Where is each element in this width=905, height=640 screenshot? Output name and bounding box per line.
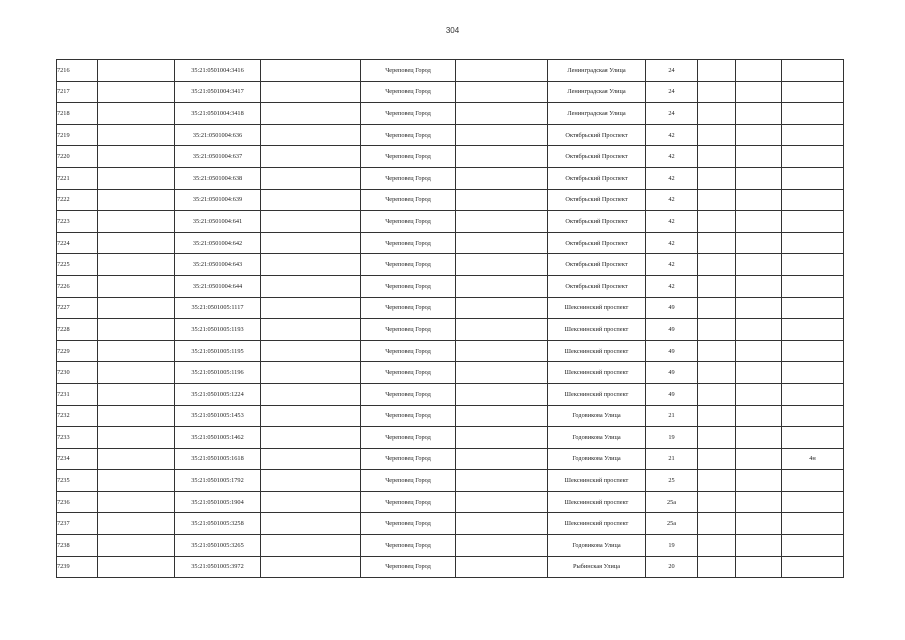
cell-city: Череповец Город bbox=[361, 81, 456, 103]
cell-premises bbox=[782, 124, 844, 146]
cell-city: Череповец Город bbox=[361, 232, 456, 254]
table-row bbox=[57, 535, 844, 557]
cell-empty bbox=[736, 448, 782, 470]
cell-empty bbox=[261, 383, 361, 405]
cell-row-number: 7234 bbox=[57, 448, 98, 470]
cell-premises bbox=[782, 232, 844, 254]
cell-empty bbox=[456, 254, 548, 276]
cell-house-number: 24 bbox=[646, 60, 698, 82]
registry-table bbox=[56, 59, 844, 578]
cell-city: Череповец Город bbox=[361, 254, 456, 276]
cell-row-number: 7223 bbox=[57, 211, 98, 233]
table-row bbox=[57, 556, 844, 578]
cell-premises bbox=[782, 103, 844, 125]
cell-empty bbox=[98, 427, 175, 449]
table-row bbox=[57, 124, 844, 146]
cell-empty bbox=[456, 103, 548, 125]
cell-empty bbox=[736, 254, 782, 276]
cell-empty bbox=[261, 362, 361, 384]
cell-empty bbox=[456, 275, 548, 297]
cell-street: Октябрьский Проспект bbox=[548, 211, 646, 233]
cell-row-number: 7232 bbox=[57, 405, 98, 427]
table-row bbox=[57, 297, 844, 319]
cell-cadastral-number: 35:21:0501005:1193 bbox=[175, 319, 261, 341]
cell-cadastral-number: 35:21:0501005:1195 bbox=[175, 340, 261, 362]
cell-row-number: 7237 bbox=[57, 513, 98, 535]
cell-premises bbox=[782, 556, 844, 578]
cell-empty bbox=[736, 189, 782, 211]
cell-row-number: 7216 bbox=[57, 60, 98, 82]
cell-row-number: 7226 bbox=[57, 275, 98, 297]
cell-city: Череповец Город bbox=[361, 405, 456, 427]
cell-empty bbox=[736, 211, 782, 233]
cell-empty bbox=[736, 383, 782, 405]
cell-empty bbox=[261, 103, 361, 125]
cell-house-number: 49 bbox=[646, 362, 698, 384]
cell-empty bbox=[736, 124, 782, 146]
table-row bbox=[57, 254, 844, 276]
cell-premises bbox=[782, 513, 844, 535]
cell-premises bbox=[782, 189, 844, 211]
cell-empty bbox=[98, 189, 175, 211]
cell-street: Ленинградская Улица bbox=[548, 103, 646, 125]
cell-empty bbox=[98, 60, 175, 82]
cell-empty bbox=[698, 448, 736, 470]
cell-street: Октябрьский Проспект bbox=[548, 167, 646, 189]
cell-house-number: 25а bbox=[646, 491, 698, 513]
cell-empty bbox=[456, 535, 548, 557]
cell-street: Шекснинский проспект bbox=[548, 470, 646, 492]
cell-empty bbox=[261, 427, 361, 449]
cell-empty bbox=[456, 491, 548, 513]
page-number: 304 bbox=[445, 26, 460, 35]
cell-empty bbox=[98, 275, 175, 297]
cell-empty bbox=[98, 232, 175, 254]
cell-cadastral-number: 35:21:0501004:3416 bbox=[175, 60, 261, 82]
cell-city: Череповец Город bbox=[361, 556, 456, 578]
cell-empty bbox=[98, 383, 175, 405]
cell-empty bbox=[698, 427, 736, 449]
cell-premises bbox=[782, 60, 844, 82]
cell-empty bbox=[261, 556, 361, 578]
cell-premises bbox=[782, 167, 844, 189]
cell-premises bbox=[782, 254, 844, 276]
cell-empty bbox=[736, 297, 782, 319]
cell-premises bbox=[782, 427, 844, 449]
cell-empty bbox=[261, 146, 361, 168]
cell-empty bbox=[98, 254, 175, 276]
cell-house-number: 24 bbox=[646, 81, 698, 103]
cell-empty bbox=[456, 319, 548, 341]
cell-empty bbox=[261, 297, 361, 319]
cell-empty bbox=[261, 340, 361, 362]
cell-empty bbox=[698, 297, 736, 319]
cell-house-number: 21 bbox=[646, 448, 698, 470]
cell-empty bbox=[261, 405, 361, 427]
cell-cadastral-number: 35:21:0501005:1117 bbox=[175, 297, 261, 319]
cell-house-number: 42 bbox=[646, 254, 698, 276]
cell-empty bbox=[736, 491, 782, 513]
cell-city: Череповец Город bbox=[361, 124, 456, 146]
cell-empty bbox=[98, 81, 175, 103]
cell-premises bbox=[782, 535, 844, 557]
table-row bbox=[57, 211, 844, 233]
cell-empty bbox=[698, 405, 736, 427]
cell-empty bbox=[456, 146, 548, 168]
cell-empty bbox=[736, 167, 782, 189]
cell-premises bbox=[782, 275, 844, 297]
cell-cadastral-number: 35:21:0501005:1618 bbox=[175, 448, 261, 470]
cell-premises bbox=[782, 81, 844, 103]
cell-street: Годовикова Улица bbox=[548, 405, 646, 427]
cell-house-number: 42 bbox=[646, 146, 698, 168]
cell-empty bbox=[736, 103, 782, 125]
cell-row-number: 7218 bbox=[57, 103, 98, 125]
cell-cadastral-number: 35:21:0501005:3265 bbox=[175, 535, 261, 557]
cell-empty bbox=[98, 513, 175, 535]
cell-premises bbox=[782, 362, 844, 384]
cell-street: Октябрьский Проспект bbox=[548, 254, 646, 276]
cell-empty bbox=[736, 60, 782, 82]
cell-empty bbox=[698, 319, 736, 341]
cell-empty bbox=[98, 167, 175, 189]
cell-empty bbox=[698, 556, 736, 578]
cell-street: Шекснинский проспект bbox=[548, 383, 646, 405]
cell-cadastral-number: 35:21:0501005:1462 bbox=[175, 427, 261, 449]
table-row bbox=[57, 146, 844, 168]
cell-street: Октябрьский Проспект bbox=[548, 189, 646, 211]
cell-street: Рыбинская Улица bbox=[548, 556, 646, 578]
cell-empty bbox=[98, 556, 175, 578]
cell-house-number: 42 bbox=[646, 124, 698, 146]
cell-empty bbox=[261, 232, 361, 254]
cell-empty bbox=[698, 60, 736, 82]
cell-row-number: 7221 bbox=[57, 167, 98, 189]
cell-empty bbox=[736, 470, 782, 492]
cell-empty bbox=[98, 146, 175, 168]
cell-cadastral-number: 35:21:0501004:637 bbox=[175, 146, 261, 168]
cell-premises bbox=[782, 319, 844, 341]
cell-city: Череповец Город bbox=[361, 146, 456, 168]
table-row bbox=[57, 362, 844, 384]
cell-row-number: 7231 bbox=[57, 383, 98, 405]
cell-city: Череповец Город bbox=[361, 103, 456, 125]
cell-street: Шекснинский проспект bbox=[548, 362, 646, 384]
cell-premises bbox=[782, 340, 844, 362]
cell-street: Октябрьский Проспект bbox=[548, 232, 646, 254]
cell-street: Октябрьский Проспект bbox=[548, 146, 646, 168]
cell-street: Шекснинский проспект bbox=[548, 319, 646, 341]
cell-empty bbox=[698, 167, 736, 189]
registry-table-body bbox=[57, 60, 844, 578]
table-row bbox=[57, 513, 844, 535]
cell-cadastral-number: 35:21:0501004:642 bbox=[175, 232, 261, 254]
cell-cadastral-number: 35:21:0501004:641 bbox=[175, 211, 261, 233]
cell-empty bbox=[698, 81, 736, 103]
cell-house-number: 19 bbox=[646, 427, 698, 449]
cell-city: Череповец Город bbox=[361, 362, 456, 384]
cell-empty bbox=[261, 211, 361, 233]
cell-empty bbox=[456, 167, 548, 189]
cell-empty bbox=[698, 470, 736, 492]
cell-street: Октябрьский Проспект bbox=[548, 124, 646, 146]
cell-premises bbox=[782, 383, 844, 405]
cell-house-number: 49 bbox=[646, 297, 698, 319]
table-row bbox=[57, 319, 844, 341]
cell-empty bbox=[456, 124, 548, 146]
cell-city: Череповец Город bbox=[361, 340, 456, 362]
cell-row-number: 7227 bbox=[57, 297, 98, 319]
cell-empty bbox=[261, 254, 361, 276]
table-row bbox=[57, 470, 844, 492]
cell-row-number: 7239 bbox=[57, 556, 98, 578]
table-row bbox=[57, 232, 844, 254]
table-row bbox=[57, 427, 844, 449]
cell-empty bbox=[736, 232, 782, 254]
cell-premises bbox=[782, 491, 844, 513]
cell-empty bbox=[698, 103, 736, 125]
cell-premises bbox=[782, 146, 844, 168]
cell-street: Ленинградская Улица bbox=[548, 60, 646, 82]
cell-street: Годовикова Улица bbox=[548, 427, 646, 449]
cell-cadastral-number: 35:21:0501005:1196 bbox=[175, 362, 261, 384]
cell-empty bbox=[456, 405, 548, 427]
cell-house-number: 42 bbox=[646, 211, 698, 233]
cell-empty bbox=[456, 362, 548, 384]
cell-empty bbox=[736, 427, 782, 449]
cell-empty bbox=[98, 297, 175, 319]
cell-empty bbox=[698, 383, 736, 405]
cell-premises bbox=[782, 470, 844, 492]
cell-empty bbox=[98, 319, 175, 341]
cell-house-number: 49 bbox=[646, 340, 698, 362]
table-row bbox=[57, 103, 844, 125]
cell-house-number: 25а bbox=[646, 513, 698, 535]
cell-empty bbox=[456, 340, 548, 362]
cell-street: Шекснинский проспект bbox=[548, 491, 646, 513]
cell-empty bbox=[261, 470, 361, 492]
cell-city: Череповец Город bbox=[361, 491, 456, 513]
table-row bbox=[57, 189, 844, 211]
cell-empty bbox=[98, 211, 175, 233]
cell-empty bbox=[98, 491, 175, 513]
cell-cadastral-number: 35:21:0501005:1453 bbox=[175, 405, 261, 427]
cell-street: Шекснинский проспект bbox=[548, 340, 646, 362]
cell-empty bbox=[736, 319, 782, 341]
cell-row-number: 7219 bbox=[57, 124, 98, 146]
cell-empty bbox=[261, 81, 361, 103]
cell-city: Череповец Город bbox=[361, 167, 456, 189]
cell-street: Октябрьский Проспект bbox=[548, 275, 646, 297]
cell-empty bbox=[98, 535, 175, 557]
cell-row-number: 7225 bbox=[57, 254, 98, 276]
cell-premises bbox=[782, 405, 844, 427]
cell-empty bbox=[736, 535, 782, 557]
cell-empty bbox=[698, 124, 736, 146]
cell-city: Череповец Город bbox=[361, 189, 456, 211]
cell-cadastral-number: 35:21:0501005:1904 bbox=[175, 491, 261, 513]
cell-empty bbox=[456, 448, 548, 470]
cell-empty bbox=[98, 470, 175, 492]
cell-house-number: 42 bbox=[646, 167, 698, 189]
cell-row-number: 7222 bbox=[57, 189, 98, 211]
cell-row-number: 7236 bbox=[57, 491, 98, 513]
cell-city: Череповец Город bbox=[361, 470, 456, 492]
cell-row-number: 7233 bbox=[57, 427, 98, 449]
cell-premises bbox=[782, 297, 844, 319]
cell-city: Череповец Город bbox=[361, 535, 456, 557]
cell-empty bbox=[736, 513, 782, 535]
cell-row-number: 7217 bbox=[57, 81, 98, 103]
cell-premises: 4н bbox=[782, 448, 844, 470]
cell-empty bbox=[698, 146, 736, 168]
cell-city: Череповец Город bbox=[361, 513, 456, 535]
cell-empty bbox=[456, 427, 548, 449]
cell-row-number: 7220 bbox=[57, 146, 98, 168]
cell-empty bbox=[456, 556, 548, 578]
cell-cadastral-number: 35:21:0501005:3258 bbox=[175, 513, 261, 535]
cell-empty bbox=[98, 103, 175, 125]
cell-empty bbox=[698, 340, 736, 362]
cell-cadastral-number: 35:21:0501004:643 bbox=[175, 254, 261, 276]
cell-city: Череповец Город bbox=[361, 448, 456, 470]
cell-empty bbox=[698, 491, 736, 513]
cell-cadastral-number: 35:21:0501005:1224 bbox=[175, 383, 261, 405]
cell-city: Череповец Город bbox=[361, 297, 456, 319]
cell-empty bbox=[736, 81, 782, 103]
cell-empty bbox=[261, 319, 361, 341]
cell-city: Череповец Город bbox=[361, 211, 456, 233]
cell-street: Шекснинский проспект bbox=[548, 297, 646, 319]
table-row bbox=[57, 81, 844, 103]
cell-empty bbox=[261, 60, 361, 82]
cell-row-number: 7228 bbox=[57, 319, 98, 341]
cell-empty bbox=[698, 189, 736, 211]
cell-empty bbox=[698, 275, 736, 297]
cell-street: Годовикова Улица bbox=[548, 535, 646, 557]
cell-city: Череповец Город bbox=[361, 60, 456, 82]
cell-empty bbox=[261, 275, 361, 297]
cell-house-number: 42 bbox=[646, 189, 698, 211]
cell-empty bbox=[736, 362, 782, 384]
table-row bbox=[57, 275, 844, 297]
cell-city: Череповец Город bbox=[361, 383, 456, 405]
cell-row-number: 7230 bbox=[57, 362, 98, 384]
cell-cadastral-number: 35:21:0501004:3418 bbox=[175, 103, 261, 125]
cell-empty bbox=[98, 340, 175, 362]
table-row bbox=[57, 383, 844, 405]
cell-empty bbox=[98, 362, 175, 384]
cell-empty bbox=[698, 362, 736, 384]
cell-house-number: 24 bbox=[646, 103, 698, 125]
cell-empty bbox=[456, 189, 548, 211]
cell-empty bbox=[698, 254, 736, 276]
cell-street: Шекснинский проспект bbox=[548, 513, 646, 535]
cell-empty bbox=[98, 448, 175, 470]
cell-cadastral-number: 35:21:0501004:3417 bbox=[175, 81, 261, 103]
cell-empty bbox=[736, 146, 782, 168]
cell-cadastral-number: 35:21:0501005:1792 bbox=[175, 470, 261, 492]
cell-empty bbox=[261, 491, 361, 513]
cell-row-number: 7238 bbox=[57, 535, 98, 557]
cell-cadastral-number: 35:21:0501004:638 bbox=[175, 167, 261, 189]
cell-empty bbox=[736, 340, 782, 362]
cell-empty bbox=[698, 535, 736, 557]
cell-empty bbox=[698, 211, 736, 233]
cell-empty bbox=[261, 448, 361, 470]
cell-empty bbox=[261, 167, 361, 189]
cell-cadastral-number: 35:21:0501004:644 bbox=[175, 275, 261, 297]
cell-empty bbox=[261, 124, 361, 146]
cell-house-number: 42 bbox=[646, 275, 698, 297]
table-row bbox=[57, 405, 844, 427]
cell-empty bbox=[456, 470, 548, 492]
cell-city: Череповец Город bbox=[361, 427, 456, 449]
table-row bbox=[57, 491, 844, 513]
cell-house-number: 19 bbox=[646, 535, 698, 557]
cell-house-number: 49 bbox=[646, 383, 698, 405]
table-row bbox=[57, 448, 844, 470]
cell-house-number: 21 bbox=[646, 405, 698, 427]
cell-empty bbox=[456, 383, 548, 405]
cell-empty bbox=[456, 297, 548, 319]
cell-empty bbox=[261, 535, 361, 557]
table-row bbox=[57, 60, 844, 82]
table-row bbox=[57, 340, 844, 362]
cell-empty bbox=[698, 232, 736, 254]
cell-row-number: 7224 bbox=[57, 232, 98, 254]
cell-house-number: 20 bbox=[646, 556, 698, 578]
cell-street: Годовикова Улица bbox=[548, 448, 646, 470]
cell-empty bbox=[456, 211, 548, 233]
cell-row-number: 7235 bbox=[57, 470, 98, 492]
cell-empty bbox=[261, 513, 361, 535]
cell-empty bbox=[736, 405, 782, 427]
cell-empty bbox=[456, 232, 548, 254]
cell-empty bbox=[736, 556, 782, 578]
cell-empty bbox=[698, 513, 736, 535]
cell-empty bbox=[736, 275, 782, 297]
table-row bbox=[57, 167, 844, 189]
cell-street: Ленинградская Улица bbox=[548, 81, 646, 103]
cell-empty bbox=[456, 81, 548, 103]
cell-empty bbox=[456, 60, 548, 82]
cell-house-number: 42 bbox=[646, 232, 698, 254]
cell-empty bbox=[98, 405, 175, 427]
cell-cadastral-number: 35:21:0501004:639 bbox=[175, 189, 261, 211]
cell-empty bbox=[456, 513, 548, 535]
cell-cadastral-number: 35:21:0501005:3972 bbox=[175, 556, 261, 578]
cell-empty bbox=[261, 189, 361, 211]
cell-empty bbox=[98, 124, 175, 146]
cell-row-number: 7229 bbox=[57, 340, 98, 362]
cell-cadastral-number: 35:21:0501004:636 bbox=[175, 124, 261, 146]
cell-city: Череповец Город bbox=[361, 275, 456, 297]
cell-house-number: 25 bbox=[646, 470, 698, 492]
cell-premises bbox=[782, 211, 844, 233]
cell-city: Череповец Город bbox=[361, 319, 456, 341]
cell-house-number: 49 bbox=[646, 319, 698, 341]
